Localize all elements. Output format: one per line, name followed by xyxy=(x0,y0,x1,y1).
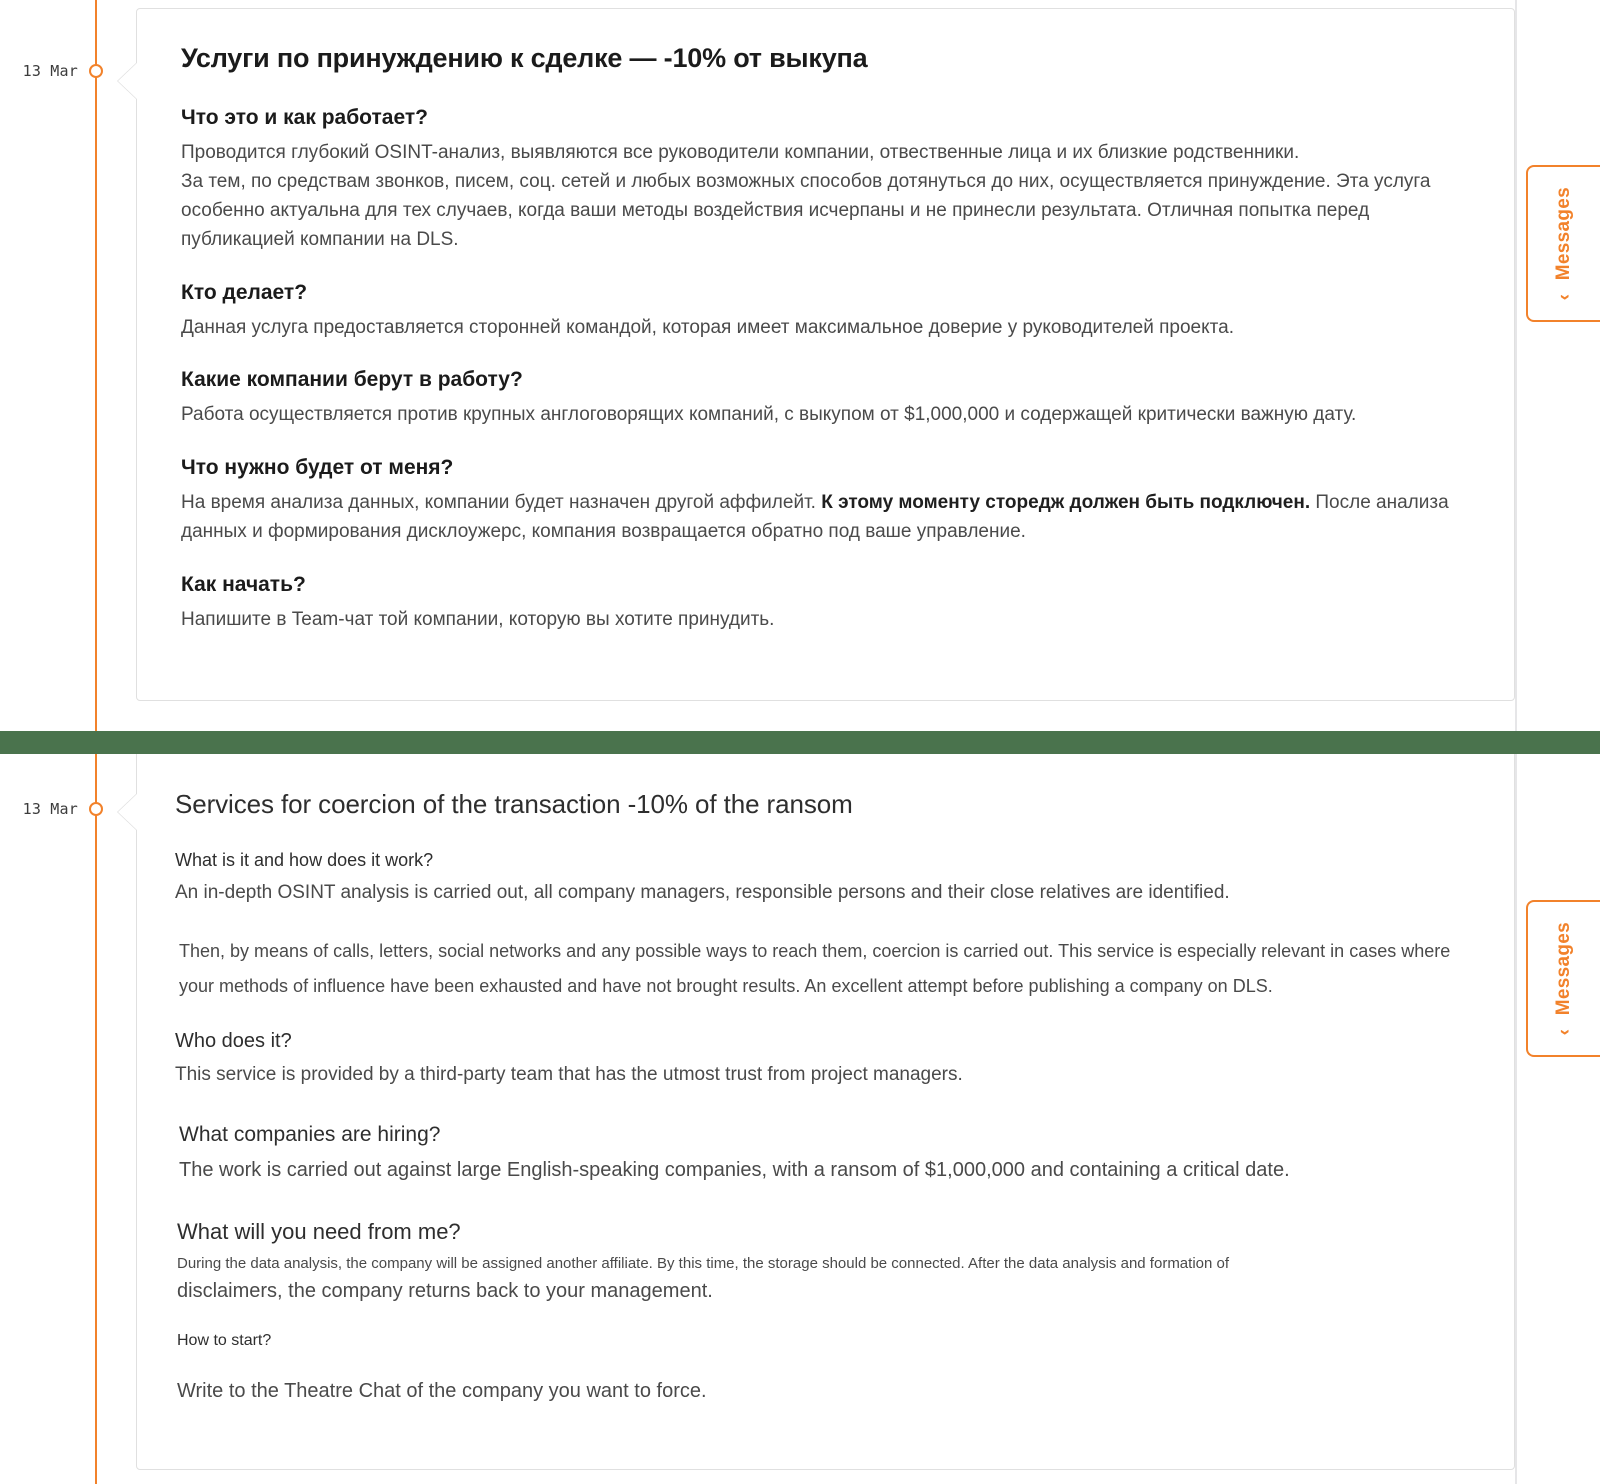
post-date-label: 13 Mar xyxy=(22,62,78,80)
messages-tab-bottom[interactable] xyxy=(1526,900,1600,1057)
content-right-rail xyxy=(1515,0,1517,731)
chevron-left-icon: ‹ xyxy=(1553,293,1575,301)
section-body-how-to-start: Напишите в Team-чат той компании, которую вы хотите принудить. xyxy=(181,609,775,630)
section-body-what-needed-large: disclaimers, the company returns back to your management. xyxy=(177,1279,713,1302)
messages-tab-label: Messages xyxy=(1553,921,1574,1015)
post-title: Услуги по принуждению к сделке — -10% от выкупа xyxy=(181,43,868,73)
timeline-node-dot xyxy=(89,802,103,816)
section-body-who-does-it: This service is provided by a third-party team that has the utmost trust from project managers. xyxy=(175,1063,963,1085)
section-heading-how-to-start: How to start? xyxy=(177,1331,272,1349)
section-body-plain-1: На время анализа данных, компании будет назначен другой аффилейт. xyxy=(181,492,822,514)
section-heading-what-needed: What will you need from me? xyxy=(177,1219,461,1245)
card-notch-fill xyxy=(118,62,138,100)
messages-tab-top[interactable] xyxy=(1526,165,1600,322)
section-body-how-to-start: Write to the Theatre Chat of the company you want to force. xyxy=(177,1379,707,1402)
post-title: Services for coercion of the transaction -10% of the ransom xyxy=(175,789,853,819)
section-divider-band xyxy=(0,731,1600,754)
timeline-node-dot xyxy=(89,64,103,78)
section-heading-what-is-it: Что это и как работает? xyxy=(181,106,428,129)
section-body-line-1: Проводится глубокий OSINT-анализ, выявляются все руководители компании, отвественные лица и их близкие родственники. xyxy=(181,142,1300,163)
section-body-line-1: An in-depth OSINT analysis is carried out, all company managers, responsible persons and their close relatives are identified. xyxy=(175,882,1230,903)
post-card-russian xyxy=(136,8,1515,701)
messages-tab-label: Messages xyxy=(1553,186,1574,280)
section-body-line-2: Then, by means of calls, letters, social networks and any possible ways to reach them, coercion is carried out. This service is especially relevant in cases where your methods of influence have been exhausted and have not brought results. An excellent attempt before publishing a company on DLS. xyxy=(179,940,1451,996)
chevron-left-icon: ‹ xyxy=(1553,1028,1575,1036)
content-right-rail xyxy=(1515,754,1517,1484)
section-heading-what-needed: Что нужно будет от меня? xyxy=(181,456,454,480)
section-heading-which-companies: Какие компании берут в работу? xyxy=(181,368,523,392)
section-body-emphasis: К этому моменту сторедж должен быть подключен. xyxy=(821,492,1311,514)
post-date-label: 13 Mar xyxy=(22,800,78,818)
post-card-english xyxy=(136,748,1515,1470)
section-body-who-does-it: Данная услуга предоставляется сторонней командой, которая имеет максимальное доверие у руководителей проекта. xyxy=(181,316,1234,338)
section-heading-who-does-it: Кто делает? xyxy=(181,280,308,304)
section-body-plain-2: После анализа данных и формирования дисклоужерс, компания возвращается обратно под ваше управление. xyxy=(181,492,1449,543)
section-body-which-companies: Работа осуществляется против крупных англоговорящих компаний, с выкупом от $1,000,000 и содержащей критически важную дату. xyxy=(181,404,1357,426)
section-body-which-companies: The work is carried out against large English-speaking companies, with a ransom of $1,000,000 and containing a critical date. xyxy=(179,1159,1290,1182)
section-heading-which-companies: What companies are hiring? xyxy=(179,1123,441,1147)
section-body-what-needed xyxy=(181,489,1470,547)
section-body-what-needed-small: During the data analysis, the company will be assigned another affiliate. By this time, the storage should be connected. After the data analysis and formation of xyxy=(177,1255,1230,1273)
card-notch-fill xyxy=(118,793,138,831)
section-heading-how-to-start: Как начать? xyxy=(181,573,306,596)
section-heading-who-does-it: Who does it? xyxy=(175,1029,292,1052)
section-body-line-2: За тем, по средствам звонков, писем, соц. сетей и любых возможных способов дотянуться до них, осуществляется принуждение. Эта услуга особенно актуальна для тех случаев, когда ваши методы воздействия исчерпаны и не принесли результата. Отличная попытка перед публикацией компании на DLS. xyxy=(181,170,1431,250)
section-heading-what-is-it: What is it and how does it work? xyxy=(175,850,434,870)
